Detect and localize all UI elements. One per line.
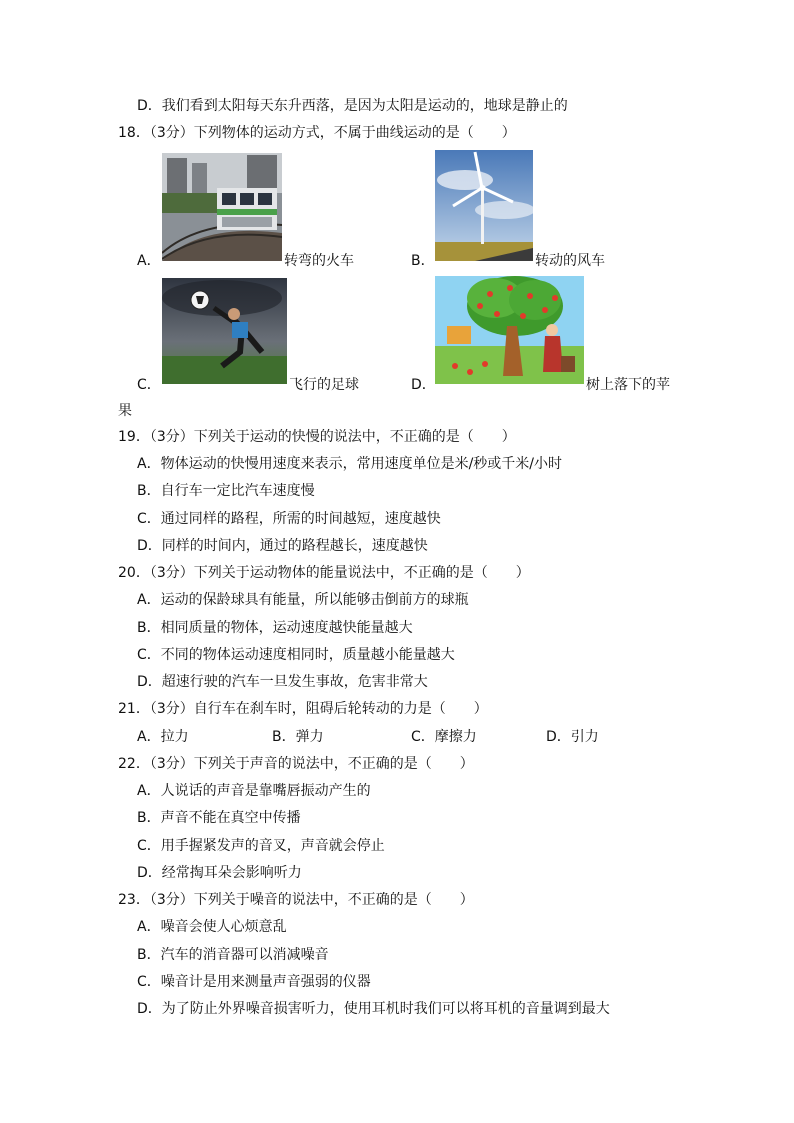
q22-stem: 22．（3分）下列关于声音的说法中，不正确的是（ ） — [118, 756, 474, 772]
q19-option-b: B．自行车一定比汽车速度慢 — [137, 483, 315, 499]
train-image — [162, 153, 282, 261]
q18-option-c-letter: C． — [137, 377, 161, 393]
q23-stem: 23．（3分）下列关于噪音的说法中，不正确的是（ ） — [118, 892, 474, 908]
q20-option-a: A．运动的保龄球具有能量，所以能够击倒前方的球瓶 — [137, 592, 469, 608]
q21-option-d: D．引力 — [546, 729, 599, 745]
q18-option-b-label: 转动的风车 — [535, 253, 605, 269]
q18-option-a-label: 转弯的火车 — [284, 253, 354, 269]
q21-option-a: A．拉力 — [137, 729, 189, 745]
q23-option-d: D．为了防止外界噪音损害听力，使用耳机时我们可以将耳机的音量调到最大 — [137, 1001, 610, 1017]
q20-option-c: C．不同的物体运动速度相同时，质量越小能量越大 — [137, 647, 455, 663]
q18-option-d-label: 树上落下的苹 — [586, 377, 670, 393]
q18-stem: 18．（3分）下列物体的运动方式，不属于曲线运动的是（ ） — [118, 125, 516, 141]
q22-option-a: A．人说话的声音是靠嘴唇振动产生的 — [137, 783, 371, 799]
q18-option-d-wrap: 果 — [118, 403, 132, 419]
q21-stem: 21．（3分）自行车在刹车时，阻碍后轮转动的力是（ ） — [118, 701, 488, 717]
q18-option-b-letter: B． — [411, 253, 435, 269]
q22-option-d: D．经常掏耳朵会影响听力 — [137, 865, 302, 881]
q22-option-c: C．用手握紧发声的音叉，声音就会停止 — [137, 838, 385, 854]
q20-stem: 20．（3分）下列关于运动物体的能量说法中，不正确的是（ ） — [118, 565, 530, 581]
q18-option-a-letter: A． — [137, 253, 161, 269]
apple-tree-image — [435, 276, 584, 384]
q22-option-b: B．声音不能在真空中传播 — [137, 810, 301, 826]
q21-option-c: C．摩擦力 — [411, 729, 477, 745]
q23-option-c: C．噪音计是用来测量声音强弱的仪器 — [137, 974, 371, 990]
q18-option-c-label: 飞行的足球 — [289, 377, 359, 393]
q17-option-d: D．我们看到太阳每天东升西落，是因为太阳是运动的，地球是静止的 — [137, 98, 568, 114]
q21-option-b: B．弹力 — [272, 729, 324, 745]
soccer-image — [162, 278, 287, 384]
q19-option-c: C．通过同样的路程，所需的时间越短，速度越快 — [137, 511, 441, 527]
q20-option-b: B．相同质量的物体，运动速度越快能量越大 — [137, 620, 413, 636]
q18-option-d-letter: D． — [411, 377, 436, 393]
q19-option-a: A．物体运动的快慢用速度来表示，常用速度单位是米/秒或千米/小时 — [137, 456, 563, 472]
q23-option-a: A．噪音会使人心烦意乱 — [137, 919, 287, 935]
q20-option-d: D．超速行驶的汽车一旦发生事故，危害非常大 — [137, 674, 428, 690]
q19-option-d: D．同样的时间内，通过的路程越长，速度越快 — [137, 538, 428, 554]
q19-stem: 19．（3分）下列关于运动的快慢的说法中，不正确的是（ ） — [118, 429, 516, 445]
windmill-image — [435, 150, 533, 261]
q23-option-b: B．汽车的消音器可以消减噪音 — [137, 947, 329, 963]
